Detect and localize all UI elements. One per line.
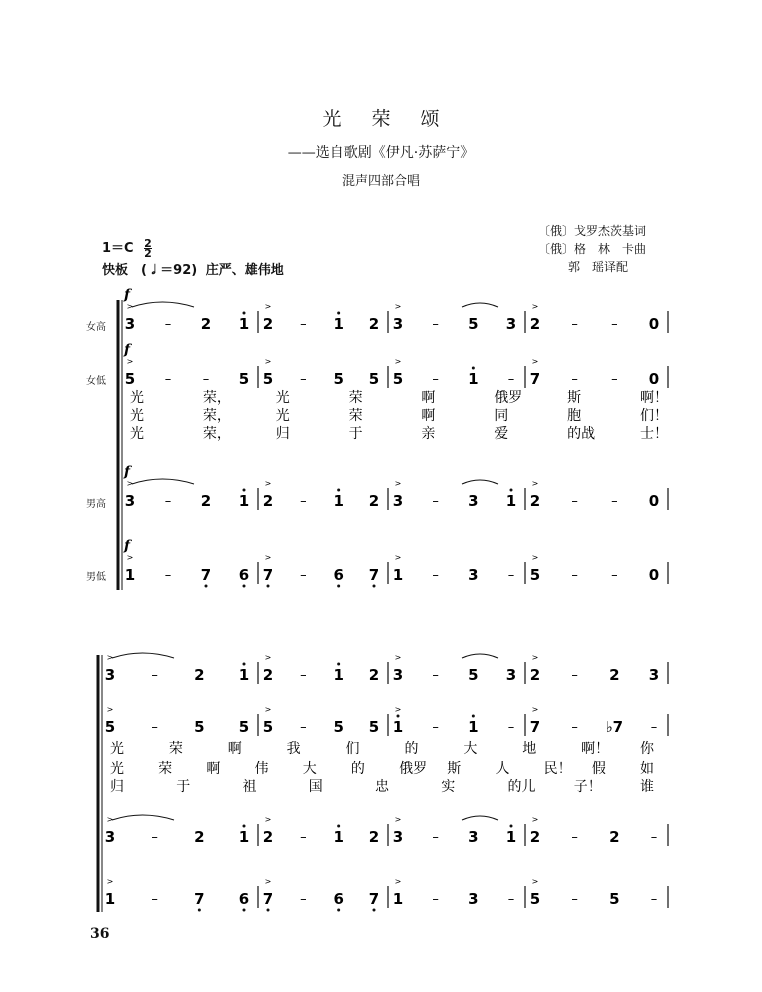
note: 5	[368, 718, 380, 736]
dash: –	[151, 892, 158, 907]
dash: –	[650, 830, 658, 845]
note: 1	[124, 566, 136, 584]
note: 3	[505, 666, 517, 684]
octave-dot-low	[373, 585, 376, 588]
lyric-syllable: 啊！	[581, 741, 610, 757]
octave-dot-high	[337, 663, 340, 666]
note: 2	[529, 315, 541, 333]
lyric-syllable: 荣，	[202, 426, 231, 442]
lyric-syllable: 地	[522, 741, 537, 757]
accent-mark: >	[531, 815, 539, 824]
note: 7	[368, 566, 380, 584]
half-note-icon: 𝅗𝅥	[151, 263, 156, 278]
note: 5	[238, 370, 250, 388]
dash: –	[300, 720, 307, 735]
time-denominator: 2	[144, 247, 152, 260]
lyric-syllable: 俄罗	[399, 761, 428, 777]
note: 2	[368, 828, 380, 846]
note: 5	[392, 370, 404, 388]
note: 2	[529, 828, 541, 846]
note: 0	[648, 566, 660, 584]
dash: –	[571, 668, 578, 683]
note: 0	[648, 370, 660, 388]
dash: –	[611, 568, 618, 583]
lyric-syllable: 胞	[567, 408, 582, 424]
note: 2	[262, 315, 274, 333]
accent-mark: >	[394, 553, 402, 562]
note: 1	[392, 718, 404, 736]
accent-mark: >	[531, 302, 539, 311]
accent-mark: >	[531, 479, 539, 488]
dash: –	[164, 317, 172, 332]
dash: –	[300, 317, 307, 332]
lyric-syllable: 荣	[348, 390, 363, 406]
dash: –	[507, 720, 515, 735]
tempo-value: ＝92)	[160, 263, 198, 278]
accent-mark: >	[126, 302, 134, 311]
note: 1	[104, 890, 116, 908]
lyric-syllable: 的	[350, 761, 365, 777]
dash: –	[507, 568, 515, 583]
accent-mark: >	[264, 877, 272, 886]
note: 2	[368, 315, 380, 333]
accent-mark: >	[106, 705, 114, 714]
note: 7	[368, 890, 380, 908]
accent-mark: >	[394, 302, 402, 311]
note: ♭7	[605, 718, 624, 736]
octave-dot-high	[472, 367, 475, 370]
note: 5	[194, 718, 205, 736]
slur	[462, 816, 498, 820]
lyric-syllable: 斯	[447, 761, 462, 777]
dash: –	[164, 372, 172, 387]
dash: –	[151, 668, 158, 683]
dash: –	[432, 720, 439, 735]
dynamic-mark: f	[124, 538, 131, 554]
time-numerator: 2	[144, 237, 152, 250]
octave-dot-high	[510, 825, 513, 828]
accent-mark: >	[531, 877, 539, 886]
lyric-syllable: 祖	[242, 779, 257, 795]
note: 3	[468, 492, 479, 510]
dash: –	[151, 830, 158, 845]
octave-dot-low	[267, 909, 270, 912]
page-number: 36	[90, 926, 110, 942]
slur	[112, 653, 174, 658]
note: 1	[333, 492, 344, 510]
lyric-syllable: 光	[275, 390, 290, 406]
dash: –	[571, 830, 578, 845]
dash: –	[571, 720, 578, 735]
lyric-syllable: 荣，	[202, 390, 231, 406]
accent-mark: >	[264, 653, 272, 662]
lyric-syllable: 子！	[573, 779, 602, 795]
note: 5	[238, 718, 250, 736]
note: 5	[333, 718, 344, 736]
lyric-syllable: 啊	[421, 390, 436, 406]
octave-dot-high	[337, 312, 340, 315]
dash: –	[300, 668, 307, 683]
note: 3	[468, 828, 479, 846]
octave-dot-low	[373, 909, 376, 912]
note: 1	[392, 890, 404, 908]
accent-mark: >	[106, 815, 114, 824]
note: 7	[262, 890, 274, 908]
accent-mark: >	[126, 357, 134, 366]
note: 1	[333, 828, 344, 846]
dash: –	[611, 372, 618, 387]
lyric-syllable: 谁	[640, 779, 654, 795]
note: 1	[238, 828, 250, 846]
dash: –	[432, 892, 439, 907]
note: 2	[262, 666, 274, 684]
note: 5	[609, 890, 620, 908]
note: 2	[368, 666, 380, 684]
accent-mark: >	[106, 877, 114, 886]
note: 3	[392, 666, 404, 684]
dash: –	[202, 372, 210, 387]
lyric-syllable: 们	[345, 741, 360, 757]
dash: –	[300, 372, 307, 387]
lyric-syllable: 光	[130, 390, 144, 406]
lyric-syllable: 士！	[640, 426, 668, 442]
accent-mark: >	[106, 653, 114, 662]
slur	[132, 302, 194, 307]
slur	[112, 815, 174, 820]
note: 2	[262, 828, 274, 846]
lyric-syllable: 啊	[206, 761, 221, 777]
note: 2	[368, 492, 380, 510]
octave-dot-low	[243, 585, 246, 588]
octave-dot-low	[337, 909, 340, 912]
accent-mark: >	[394, 357, 402, 366]
lyric-syllable: 于	[348, 426, 363, 442]
note: 5	[368, 370, 380, 388]
accent-mark: >	[264, 705, 272, 714]
voice-label-tenor: 男高	[86, 499, 106, 510]
lyric-syllable: 俄罗	[494, 390, 523, 406]
dash: –	[164, 494, 172, 509]
accent-mark: >	[394, 479, 402, 488]
octave-dot-low	[337, 585, 340, 588]
lyric-syllable: 于	[176, 779, 191, 795]
note: 1	[392, 566, 404, 584]
lyric-syllable: 人	[495, 761, 510, 777]
octave-dot-high	[397, 715, 400, 718]
note: 5	[529, 566, 541, 584]
note: 1	[238, 315, 250, 333]
lyric-syllable: 的战	[567, 426, 596, 442]
note: 0	[648, 315, 660, 333]
lyric-syllable: 亲	[421, 426, 436, 442]
lyric-syllable: 假	[591, 761, 606, 777]
note: 7	[194, 890, 205, 908]
lyric-syllable: 大	[302, 761, 317, 777]
lyric-syllable: 的	[404, 741, 419, 757]
note: 1	[238, 492, 250, 510]
dash: –	[611, 494, 618, 509]
lyric-syllable: 如	[640, 761, 654, 777]
lyric-syllable: 光	[110, 741, 124, 757]
lyric-syllable: 实	[441, 779, 456, 795]
note: 1	[468, 718, 479, 736]
note: 5	[104, 718, 116, 736]
note: 2	[529, 492, 541, 510]
dash: –	[650, 892, 658, 907]
accent-mark: >	[264, 553, 272, 562]
lyric-syllable: 国	[308, 779, 323, 795]
note: 3	[505, 315, 517, 333]
lyric-syllable: 啊！	[640, 390, 668, 406]
lyric-syllable: 爱	[494, 426, 509, 442]
song-subtitle: ——选自歌剧《伊凡·苏萨宁》	[287, 145, 475, 161]
dash: –	[571, 494, 578, 509]
note: 3	[392, 315, 404, 333]
lyric-syllable: 啊	[421, 408, 436, 424]
lyric-syllable: 大	[463, 741, 478, 757]
lyric-syllable: 我	[286, 741, 301, 757]
accent-mark: >	[531, 653, 539, 662]
lyric-syllable: 伟	[254, 761, 269, 777]
lyric-syllable: 忠	[375, 779, 389, 795]
note: 5	[468, 666, 479, 684]
accent-mark: >	[394, 705, 402, 714]
note: 2	[609, 828, 620, 846]
octave-dot-low	[267, 585, 270, 588]
octave-dot-high	[337, 825, 340, 828]
lyric-syllable: 归	[275, 426, 290, 442]
note: 3	[104, 666, 116, 684]
accent-mark: >	[531, 705, 539, 714]
octave-dot-high	[243, 489, 246, 492]
accent-mark: >	[394, 815, 402, 824]
dash: –	[151, 720, 158, 735]
lyric-syllable: 荣	[168, 741, 183, 757]
arrangement-text: 混声四部合唱	[341, 174, 420, 189]
lyric-syllable: 荣	[158, 761, 173, 777]
note: 2	[609, 666, 620, 684]
accent-mark: >	[126, 553, 134, 562]
note: 2	[529, 666, 541, 684]
dash: –	[571, 317, 578, 332]
note: 3	[124, 315, 136, 333]
key-text: 1＝C	[102, 241, 134, 256]
note: 7	[529, 718, 541, 736]
lyric-syllable: 你	[640, 741, 654, 757]
dynamic-mark: f	[124, 342, 131, 358]
slur	[462, 654, 498, 658]
lyric-syllable: 荣，	[202, 408, 231, 424]
note: 3	[104, 828, 116, 846]
accent-mark: >	[264, 357, 272, 366]
accent-mark: >	[531, 553, 539, 562]
dash: –	[432, 568, 439, 583]
note: 2	[194, 666, 205, 684]
lyric-syllable: 光	[110, 761, 124, 777]
slur	[462, 303, 498, 307]
octave-dot-low	[198, 909, 201, 912]
note: 1	[468, 370, 479, 388]
note: 2	[194, 828, 205, 846]
note: 5	[262, 718, 274, 736]
lyric-syllable: 荣	[348, 408, 363, 424]
voice-label-bass: 男低	[86, 572, 106, 583]
lyric-syllable: 光	[130, 408, 144, 424]
note: 1	[505, 828, 517, 846]
dash: –	[650, 720, 658, 735]
octave-dot-low	[243, 909, 246, 912]
composer-credit: 〔俄〕格 林 卡曲	[538, 242, 647, 256]
lyric-syllable: 们！	[640, 408, 668, 424]
octave-dot-high	[337, 489, 340, 492]
accent-mark: >	[126, 479, 134, 488]
voice-label-soprano: 女高	[86, 322, 106, 333]
note: 5	[124, 370, 136, 388]
note: 5	[333, 370, 344, 388]
octave-dot-high	[472, 715, 475, 718]
note: 1	[238, 666, 250, 684]
note: 6	[238, 890, 250, 908]
note: 2	[200, 492, 212, 510]
note: 2	[262, 492, 274, 510]
lyric-syllable: 光	[130, 426, 144, 442]
lyricist-credit: 〔俄〕戈罗杰茨基词	[538, 224, 647, 238]
lyric-syllable: 斯	[567, 390, 582, 406]
octave-dot-high	[243, 663, 246, 666]
song-title: 光荣颂	[322, 108, 470, 130]
dash: –	[507, 892, 515, 907]
lyric-syllable: 民！	[543, 761, 572, 777]
note: 3	[124, 492, 136, 510]
octave-dot-high	[510, 489, 513, 492]
accent-mark: >	[264, 815, 272, 824]
dash: –	[432, 372, 439, 387]
dash: –	[507, 372, 515, 387]
note: 3	[468, 890, 479, 908]
voice-label-alto: 女低	[86, 376, 106, 387]
note: 1	[505, 492, 517, 510]
lyric-syllable: 同	[494, 408, 509, 424]
lyric-syllable: 的儿	[507, 779, 536, 795]
note: 7	[200, 566, 212, 584]
note: 7	[529, 370, 541, 388]
dash: –	[432, 494, 439, 509]
dash: –	[300, 892, 307, 907]
dynamic-mark: f	[124, 287, 131, 303]
slur	[132, 479, 194, 484]
slur	[462, 480, 498, 484]
lyric-syllable: 光	[275, 408, 290, 424]
note: 5	[529, 890, 541, 908]
accent-mark: >	[531, 357, 539, 366]
lyric-syllable: 啊	[227, 741, 242, 757]
note: 6	[333, 566, 344, 584]
tempo-text: 快板 (	[102, 263, 147, 278]
accent-mark: >	[264, 479, 272, 488]
dynamic-mark: f	[124, 464, 131, 480]
dash: –	[300, 568, 307, 583]
translator-credit: 郭 瑶译配	[568, 260, 629, 274]
dash: –	[300, 830, 307, 845]
accent-mark: >	[394, 877, 402, 886]
note: 5	[468, 315, 479, 333]
dash: –	[300, 494, 307, 509]
note: 3	[468, 566, 479, 584]
note: 6	[333, 890, 344, 908]
accent-mark: >	[394, 653, 402, 662]
dash: –	[432, 830, 439, 845]
octave-dot-low	[205, 585, 208, 588]
dash: –	[432, 317, 439, 332]
dash: –	[611, 317, 618, 332]
dash: –	[164, 568, 172, 583]
note: 1	[333, 666, 344, 684]
note: 3	[648, 666, 660, 684]
dash: –	[571, 372, 578, 387]
note: 7	[262, 566, 274, 584]
octave-dot-high	[243, 825, 246, 828]
dash: –	[432, 668, 439, 683]
note: 6	[238, 566, 250, 584]
note: 3	[392, 828, 404, 846]
note: 0	[648, 492, 660, 510]
character-text: 庄严、雄伟地	[205, 263, 284, 278]
note: 1	[333, 315, 344, 333]
lyric-syllable: 归	[110, 779, 124, 795]
note: 2	[200, 315, 212, 333]
accent-mark: >	[264, 302, 272, 311]
note: 5	[262, 370, 274, 388]
octave-dot-high	[243, 312, 246, 315]
dash: –	[571, 568, 578, 583]
note: 3	[392, 492, 404, 510]
dash: –	[571, 892, 578, 907]
